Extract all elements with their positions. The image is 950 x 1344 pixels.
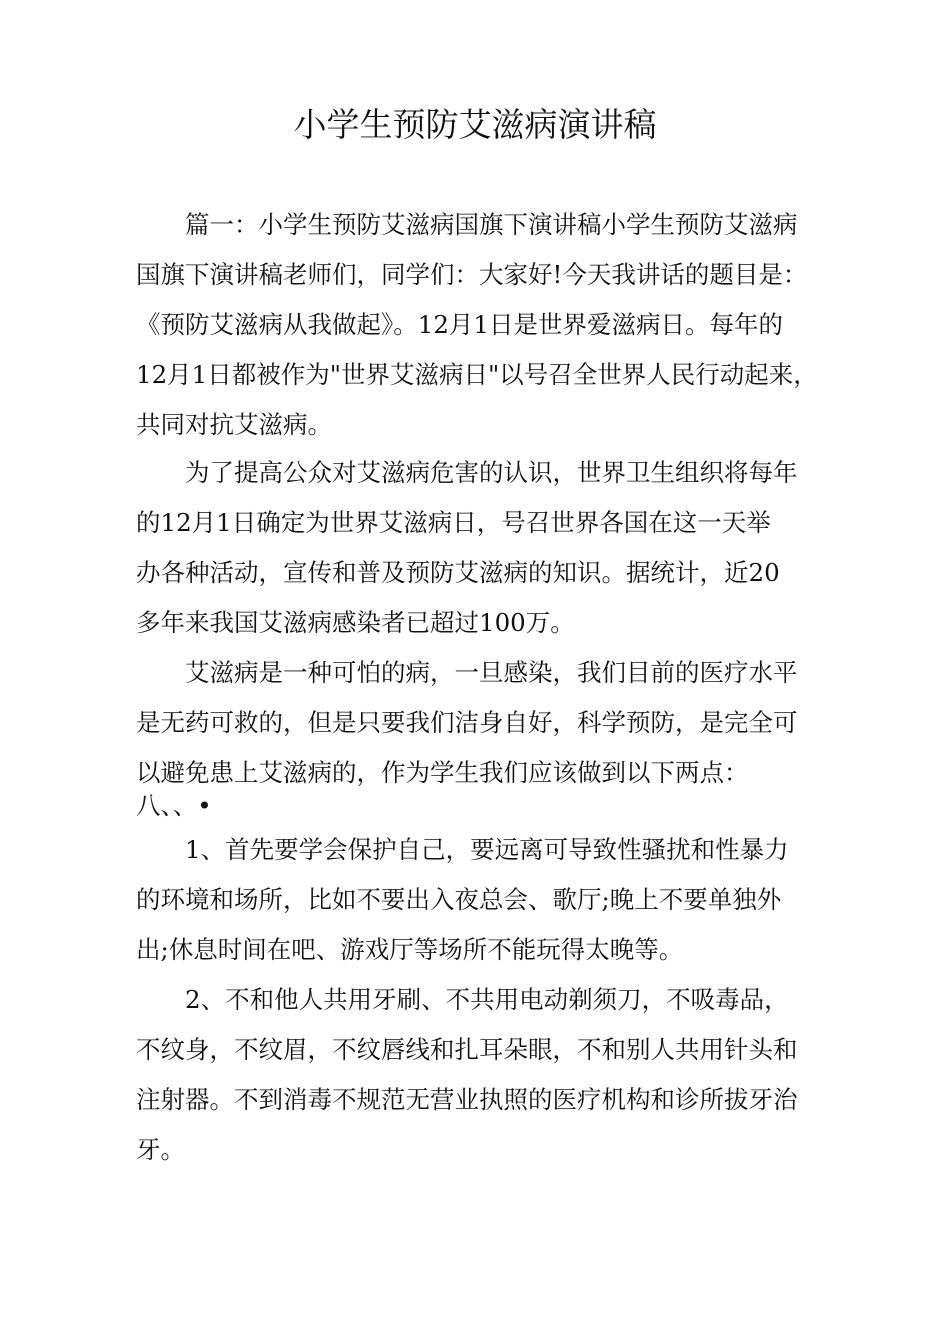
paragraph-line: 2、不和他人共用牙刷、不共用电动剃须刀，不吸毒品， [185,985,789,1014]
paragraph-line: 12月1日都被作为"世界艾滋病日"以号召全世界人民行动起来， [136,360,818,389]
paragraph-line: 是无药可救的，但是只要我们洁身自好，科学预防，是完全可 [136,708,798,737]
document-title: 小学生预防艾滋病演讲稿 [293,105,657,144]
paragraph-line: 八、、• [136,791,212,820]
paragraph-line: 国旗下演讲稿老师们，同学们：大家好!今天我讲话的题目是： [136,260,808,289]
paragraph-line: 的环境和场所，比如不要出入夜总会、歌厅;晚上不要单独外 [136,885,782,914]
paragraph-line: 1、首先要学会保护自己，要远离可导致性骚扰和性暴力 [185,835,789,864]
paragraph-line: 多年来我国艾滋病感染者已超过100万。 [136,608,575,637]
paragraph-line: 共同对抗艾滋病。 [136,410,332,439]
paragraph-line: 篇一：小学生预防艾滋病国旗下演讲稿小学生预防艾滋病 [185,210,798,239]
paragraph-line: 不纹身，不纹眉，不纹唇线和扎耳朵眼，不和别人共用针头和 [136,1035,798,1064]
paragraph-line: 艾滋病是一种可怕的病，一旦感染，我们目前的医疗水平 [185,658,798,687]
paragraph-line: 为了提高公众对艾滋病危害的认识，世界卫生组织将每年 [185,458,798,487]
paragraph-line: 牙。 [136,1135,185,1164]
paragraph-line: 以避免患上艾滋病的，作为学生我们应该做到以下两点： [136,758,749,787]
paragraph-line: 注射器。不到消毒不规范无营业执照的医疗机构和诊所拔牙治 [136,1085,798,1114]
paragraph-line: 的12月1日确定为世界艾滋病日，号召世界各国在这一天举 [136,508,771,537]
paragraph-line: 《预防艾滋病从我做起》。12月1日是世界爱滋病日。每年的 [136,310,784,339]
paragraph-line: 办各种活动，宣传和普及预防艾滋病的知识。据统计，近20 [136,558,780,587]
paragraph-line: 出;休息时间在吧、游戏厅等场所不能玩得太晚等。 [136,935,684,964]
